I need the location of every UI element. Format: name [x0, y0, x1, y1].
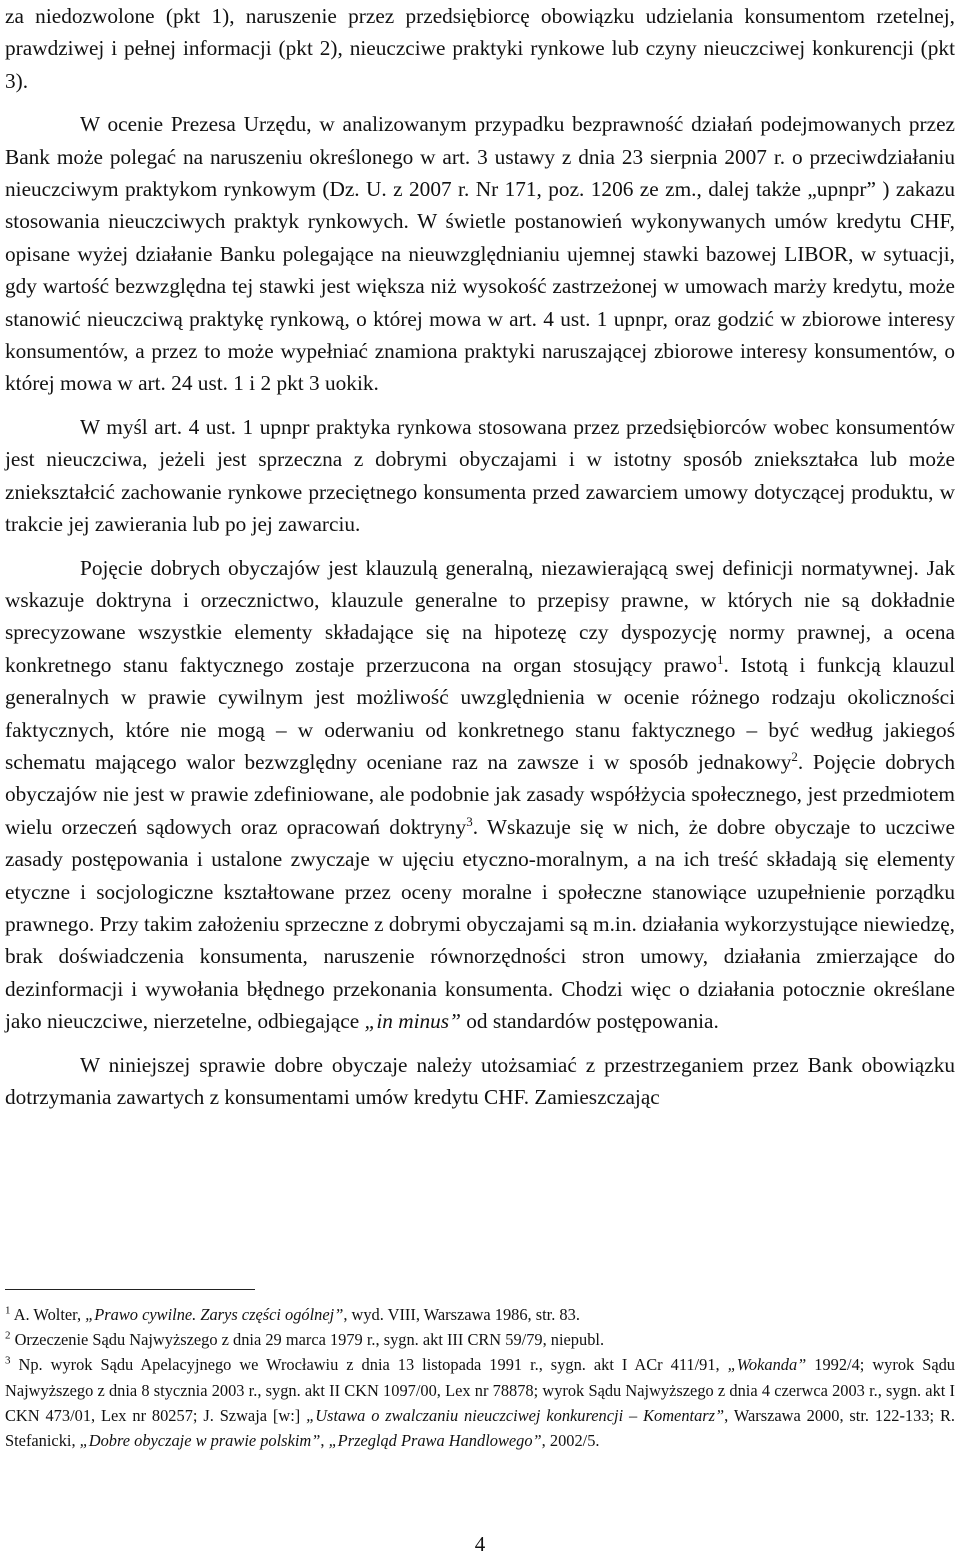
footnote-separator [5, 1289, 255, 1290]
footnote-number: 3 [5, 1354, 11, 1367]
footnote-2 [5, 1327, 955, 1352]
footnote-3-title-1: „Wokanda” [727, 1355, 807, 1375]
footnote-number: 1 [5, 1304, 11, 1317]
document-body [5, 0, 955, 1113]
footnotes [5, 1302, 955, 1453]
footnote-3-title-3: „Dobre obyczaje w prawie polskim” [79, 1431, 321, 1451]
footnote-3-title-4: „Przegląd Prawa Handlowego” [328, 1431, 542, 1451]
paragraph-4-part-d: . Wskazuje się w nich, że dobre obyczaje to uczciwe zasady postępowania i ustalone zwyczaje w ujęciu etyczno-moralnym, a na ich treść składają się elementy etyczne i socjologiczne kształtowane przez oceny moralne i społeczne stanowiące uzupełnienie porządku prawnego. Przy takim założeniu sprzeczne z dobrymi obyczajami są m.in. działania wykorzystujące niewiedzę, brak doświadczenia konsumenta, naruszenie równorzędności stron umowy, działania zmierzające do dezinformacji i wywołania błędnego przekonania konsumenta. Chodzi więc o działania potocznie określane jako nieuczciwe, nierzetelne, odbiegające [5, 814, 955, 1034]
footnote-3-text-d: , [320, 1431, 329, 1451]
footnote-3-text: Np. wyrok Sądu Apelacyjnego we Wrocławiu z dnia 13 listopada 1991 r., sygn. akt I ACr 411/91, [10, 1355, 728, 1375]
paragraph-4-part-c: . Pojęcie dobrych obyczajów nie jest w prawie zdefiniowane, ale podobnie jak zasady współżycia społecznego, jest przedmiotem wielu orzeczeń sądowych oraz opracowań doktryny [5, 749, 955, 839]
footnote-1-rest: , wyd. VIII, Warszawa 1986, str. 83. [343, 1305, 580, 1324]
footnote-1-text: A. Wolter, [10, 1305, 86, 1324]
paragraph-2: W ocenie Prezesa Urzędu, w analizowanym przypadku bezprawność działań podejmowanych przez Bank może polegać na naruszeniu określonego w art. 3 ustawy z dnia 23 sierpnia 2007 r. o przeciwdziałaniu nieuczciwym praktykom rynkowym (Dz. U. z 2007 r. Nr 171, poz. 1206 ze zm., dalej także „upnpr” ) zakazu stosowania nieuczciwych praktyk rynkowych. W świetle postanowień wykonywanych umów kredytu CHF, opisane wyżej działanie Banku polegające na nieuwzględnianiu ujemnej stawki bazowej LIBOR, w sytuacji, gdy wartość bezwzględna tej stawki jest większa niż wysokość zastrzeżonej w umowach marży kredytu, może stanowić nieuczciwą praktykę rynkową, o której mowa w art. 4 ust. 1 upnpr, oraz godzić w zbiorowe interesy konsumentów, a przez to może wypełniać znamiona praktyki naruszającej zbiorowe interesy konsumentów, o której mowa w art. 24 ust. 1 i 2 pkt 3 uokik. [5, 112, 955, 396]
paragraph-4-part-b: . Istotą i funkcją klauzul generalnych w prawie cywilnym jest możliwość uwzględnienia w ocenie różnego rodzaju okoliczności faktycznych, które nie mogą – w oderwaniu od konkretnego stanu faktycznego – być według jakiegoś schematu mającego walor bezwzględny oceniane raz na zawsze i w sposób jednakowy [5, 652, 956, 774]
footnote-1-title: „Prawo cywilne. Zarys części ogólnej” [85, 1305, 344, 1324]
footnote-2-text: Orzeczenie Sądu Najwyższego z dnia 29 marca 1979 r., sygn. akt III CRN 59/79, niepubl. [10, 1330, 605, 1350]
footnote-3-text-c: , Warszawa 2000, str. 122-133; R. Stefanicki, [5, 1405, 955, 1451]
footnote-ref-2: 2 [791, 748, 798, 764]
footnote-3-title-2: „Ustawa o zwalczaniu nieuczciwej konkurencji – Komentarz” [306, 1405, 725, 1425]
paragraph-4-italic: „in minus” [364, 1009, 461, 1034]
paragraph-4 [5, 552, 955, 1038]
page-number: 4 [474, 1532, 486, 1556]
paragraph-4-part-f: od standardów postępowania. [460, 1009, 719, 1034]
footnote-number: 2 [5, 1329, 11, 1342]
paragraph-4-part-a: Pojęcie dobrych obyczajów jest klauzulą generalną, niezawierającą swej definicji normatywnej. Jak wskazuje doktryna i orzecznictwo, klauzule generalne to przepisy prawne, w których nie są dokładnie sprecyzowane wszystkie elementy składające się na hipotezę czy dyspozycję normy prawnej, a ocena konkretnego stanu faktycznego zostaje przerzucona na organ stosujący prawo [5, 555, 955, 677]
paragraph-3: W myśl art. 4 ust. 1 upnpr praktyka rynkowa stosowana przez przedsiębiorców wobec konsumentów jest nieuczciwa, jeżeli jest sprzeczna z dobrymi obyczajami i w istotny sposób zniekształca lub może zniekształcić zachowanie rynkowe przeciętnego konsumenta przed zawarciem umowy dotyczącej produktu, w trakcie jej zawierania lub po jej zawarciu. [5, 414, 955, 537]
footnote-3-text-b: 1992/4; wyrok Sądu Najwyższego z dnia 8 stycznia 2003 r., sygn. akt II CKN 1097/00, Lex nr 78878; wyrok Sądu Najwyższego z dnia 4 czerwca 2003 r., sygn. akt I CKN 473/01, Lex nr 80257; J. Szwaja [w:] [5, 1355, 955, 1425]
footnote-3 [5, 1352, 955, 1453]
footnote-1 [5, 1302, 955, 1327]
footnote-ref-1: 1 [717, 651, 724, 667]
footnote-ref-3: 3 [466, 813, 473, 829]
footnote-3-text-e: , 2002/5. [541, 1431, 600, 1451]
paragraph-5: W niniejszej sprawie dobre obyczaje należy utożsamiać z przestrzeganiem przez Bank obowiązku dotrzymania zawartych z konsumentami umów kredytu CHF. Zamieszczając [5, 1052, 955, 1109]
paragraph-1: za niedozwolone (pkt 1), naruszenie przez przedsiębiorcę obowiązku udzielania konsumentom rzetelnej, prawdziwej i pełnej informacji (pkt 2), nieuczciwe praktyki rynkowe lub czyny nieuczciwej konkurencji (pkt 3). [5, 4, 955, 93]
